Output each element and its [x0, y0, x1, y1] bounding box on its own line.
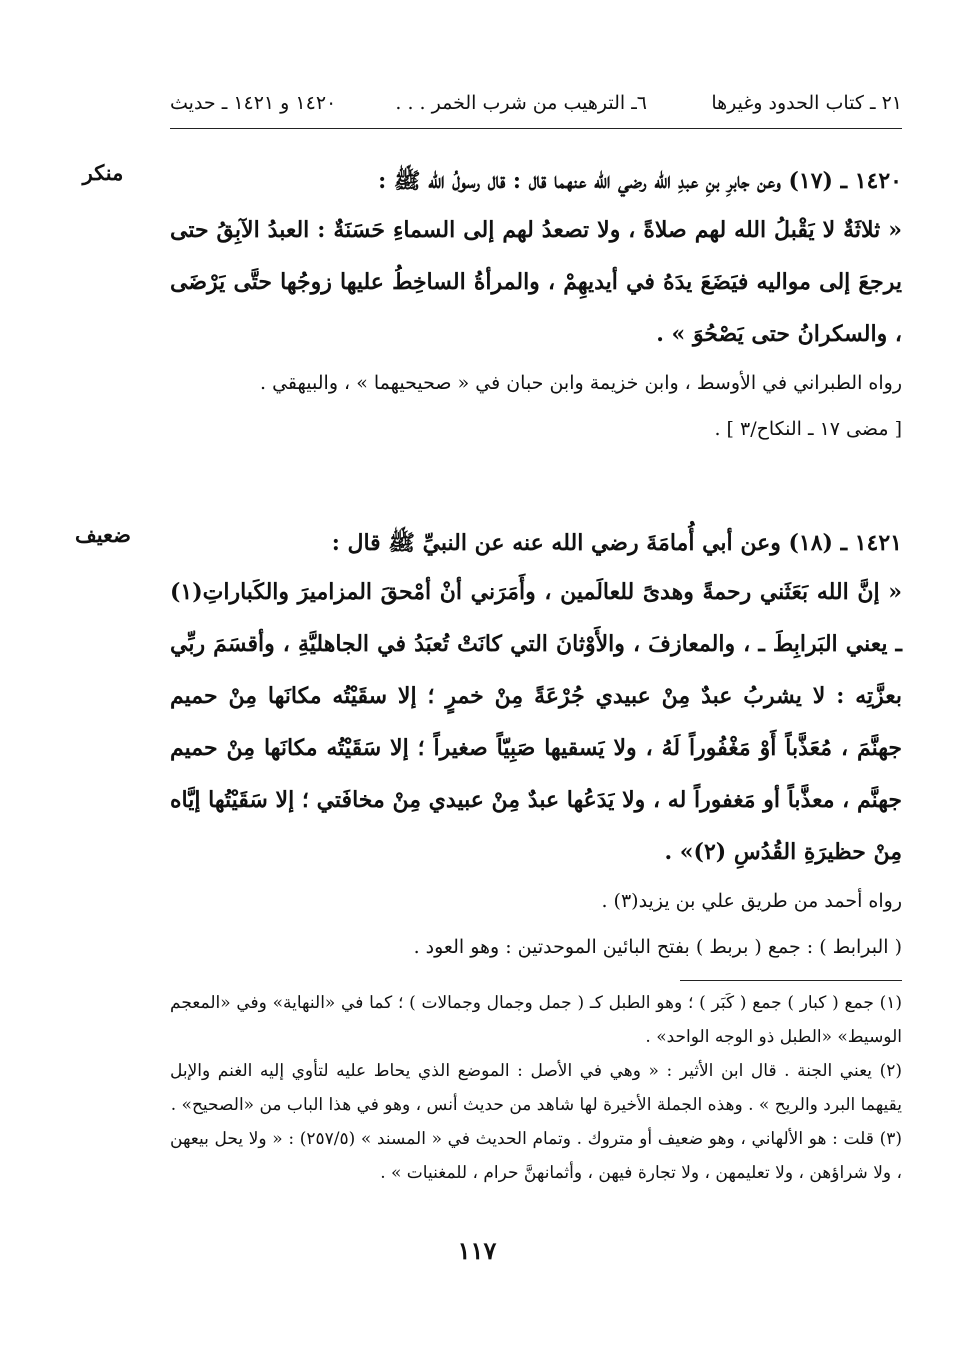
hadith-1420-reference: [ مضى ١٧ ـ النكاح/٣ ] .	[714, 418, 902, 440]
hadith-1420-text: « ثلاثَةٌ لا يَقْبلُ الله لهم صلاةً ، ولا تصعدُ لهم إلى السماءِ حَسَنَةٌ : العبدُ الآبِقُ حتى يرجعَ إلى مواليه فيَضَعَ يدَهُ في أيديهِمْ ، والمرأةُ الساخِطُ عليها زوجُها حتَّى يَرْضَى ، والسكرانُ حتى يَصْحُوَ » .	[170, 217, 903, 347]
hadith-1421	[170, 520, 902, 970]
grade-label-1420: منكر	[82, 160, 124, 185]
footnote-1: (١) جمع ( كبار ) جمع ( كَبَر ) ؛ وهو الطبل كـ ( جمل وجمال وجمالات ) ؛ كما في «النهاية» وفي «المعجم الوسيط» «الطبل ذو الوجه الواحد» .	[170, 993, 902, 1047]
footnote-2: (٢) يعني الجنة . قال ابن الأثير : « وهي في الأصل : الموضع الذي يحاط عليه لتأوي إليه الغنم والإبل يقيهما البرد والريح » . وهذه الجملة الأخيرة لها شاهد من حديث أنس ، وهو في هذا الباب من «الصحيح» .	[170, 1061, 902, 1115]
hadith-1420-intro: ١٤٢٠ ـ (١٧) وعن جابرِ بنِ عبدِ الله رضي الله عنهما قال : قال رسولُ الله ﷺ :	[378, 168, 902, 194]
hadith-1421-text: « إنَّ الله بَعَثَني رحمةً وهدىً للعالَمين ، وأَمَرَني أنْ أمْحقَ المزاميرَ والكَباراتِ(١) ـ يعني البَرابِطَ ـ ، والمعازفَ ، والأَوْثانَ التي كانَتْ تُعبَدُ في الجاهليَّةِ ، وأقسَمَ ربِّي بعزَّتِه : لا يشربُ عبدٌ مِنْ عبيدي جُرْعَةً مِنْ خمرٍ ؛ إلا سقَيْتُه مكانَها مِنْ حميم جهنَّمَ ، مُعَذَّباً أَوْ مَغْفُوراً لَهُ ، ولا يَسقيها صَبِيّاً صغيراً ؛ إلا سَقَيْتُه مكانَها مِنْ حميم جهنَّم ، معذَّباً أو مَغفوراً له ، ولا يَدَعُها عبدٌ مِنْ عبيدي مِنْ مخافَتي ؛ إلا سَقَيْتُها إيَّاه مِنْ حظيرَةِ القُدُسِ (٢)» .	[170, 579, 902, 865]
running-header	[170, 86, 902, 120]
footnote-3: (٣) قلت : هو الألهاني ، وهو ضعيف أو متروك . وتمام الحديث في « المسند » (٢٥٧/٥) : « ولا يحل بيعهن ، ولا شراؤهن ، ولا تعليمهن ، ولا تجارة فيهن ، وأثمانهنَّ حرام ، للمغنيات » .	[170, 1129, 903, 1183]
header-book-title: ٢١ ـ كتاب الحدود وغيرها	[711, 92, 902, 114]
hadith-1421-intro: ١٤٢١ ـ (١٨) وعن أبي أُمامَةَ رضي الله عنه عن النبيِّ ﷺ قال :	[331, 530, 902, 556]
hadith-1420-source: رواه الطبراني في الأوسط ، وابن خزيمة وابن حبان في « صحيحيهما » ، والبيهقي .	[260, 372, 902, 394]
hadith-1420	[170, 158, 902, 452]
footnotes	[170, 986, 902, 1190]
hadith-1421-gloss: ( البرابط ) : جمع ( بربط ) بفتح البائين الموحدتين : وهو العود .	[413, 936, 902, 958]
header-hadith-range: ١٤٢٠ و ١٤٢١ ـ حديث	[170, 92, 337, 114]
grade-label-1421: ضعيف	[74, 522, 132, 547]
header-divider	[170, 128, 902, 129]
header-chapter-title: ٦ـ الترهيب من شرب الخمر . . .	[395, 92, 647, 114]
hadith-1421-source: رواه أحمد من طريق علي بن يزيد(٣) .	[601, 890, 902, 912]
footnote-divider	[680, 980, 902, 981]
page-number: ١١٧	[457, 1236, 497, 1265]
